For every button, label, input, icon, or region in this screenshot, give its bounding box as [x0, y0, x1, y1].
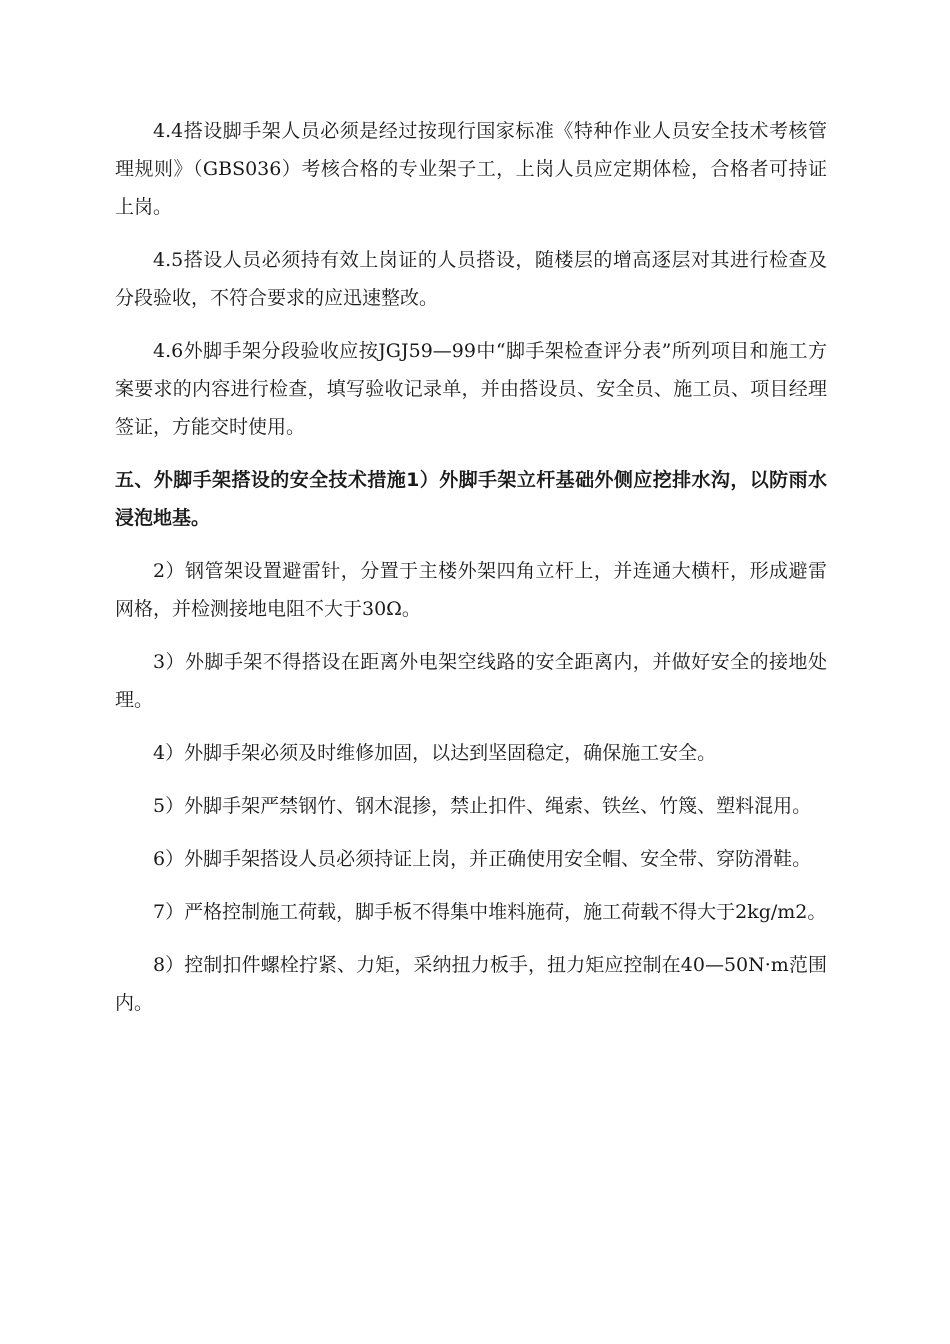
list-item-6: 6）外脚手架搭设人员必须持证上岗，并正确使用安全帽、安全带、穿防滑鞋。: [153, 848, 812, 870]
paragraph-4-4: 4.4搭设脚手架人员必须是经过按现行国家标准《特种作业人员安全技术考核管理规则》（GBS036）考核合格的专业架子工，上岗人员应定期体检，合格者可持证上岗。: [115, 120, 827, 218]
paragraph-4-6: 4.6外脚手架分段验收应按JGJ59—99中“脚手架检查评分表”所列项目和施工方案要求的内容进行检查，填写验收记录单，并由搭设员、安全员、施工员、项目经理签证，方能交时使用。: [115, 340, 827, 438]
list-item-7: 7）严格控制施工荷载，脚手板不得集中堆料施荷，施工荷载不得大于2kg/m2。: [153, 901, 827, 923]
list-item-2: 2）钢管架设置避雷针，分置于主楼外架四角立杆上，并连通大横杆，形成避雷网格，并检测接地电阻不大于30Ω。: [115, 560, 827, 620]
paragraph-4-5: 4.5搭设人员必须持有效上岗证的人员搭设，随楼层的增高逐层对其进行检查及分段验收，不符合要求的应迅速整改。: [115, 249, 827, 309]
list-item-8: 8）控制扣件螺栓拧紧、力矩，采纳扭力板手，扭力矩应控制在40—50N·m范围内。: [115, 954, 827, 1014]
section-heading-5: 五、外脚手架搭设的安全技术措施1）外脚手架立杆基础外侧应挖排水沟，以防雨水浸泡地基。: [115, 469, 827, 529]
list-item-5: 5）外脚手架严禁钢竹、钢木混掺，禁止扣件、绳索、铁丝、竹篾、塑料混用。: [153, 795, 812, 817]
list-item-4: 4）外脚手架必须及时维修加固，以达到坚固稳定，确保施工安全。: [153, 742, 717, 764]
list-item-3: 3）外脚手架不得搭设在距离外电架空线路的安全距离内，并做好安全的接地处理。: [115, 651, 827, 711]
document-page: [115, 112, 827, 1037]
